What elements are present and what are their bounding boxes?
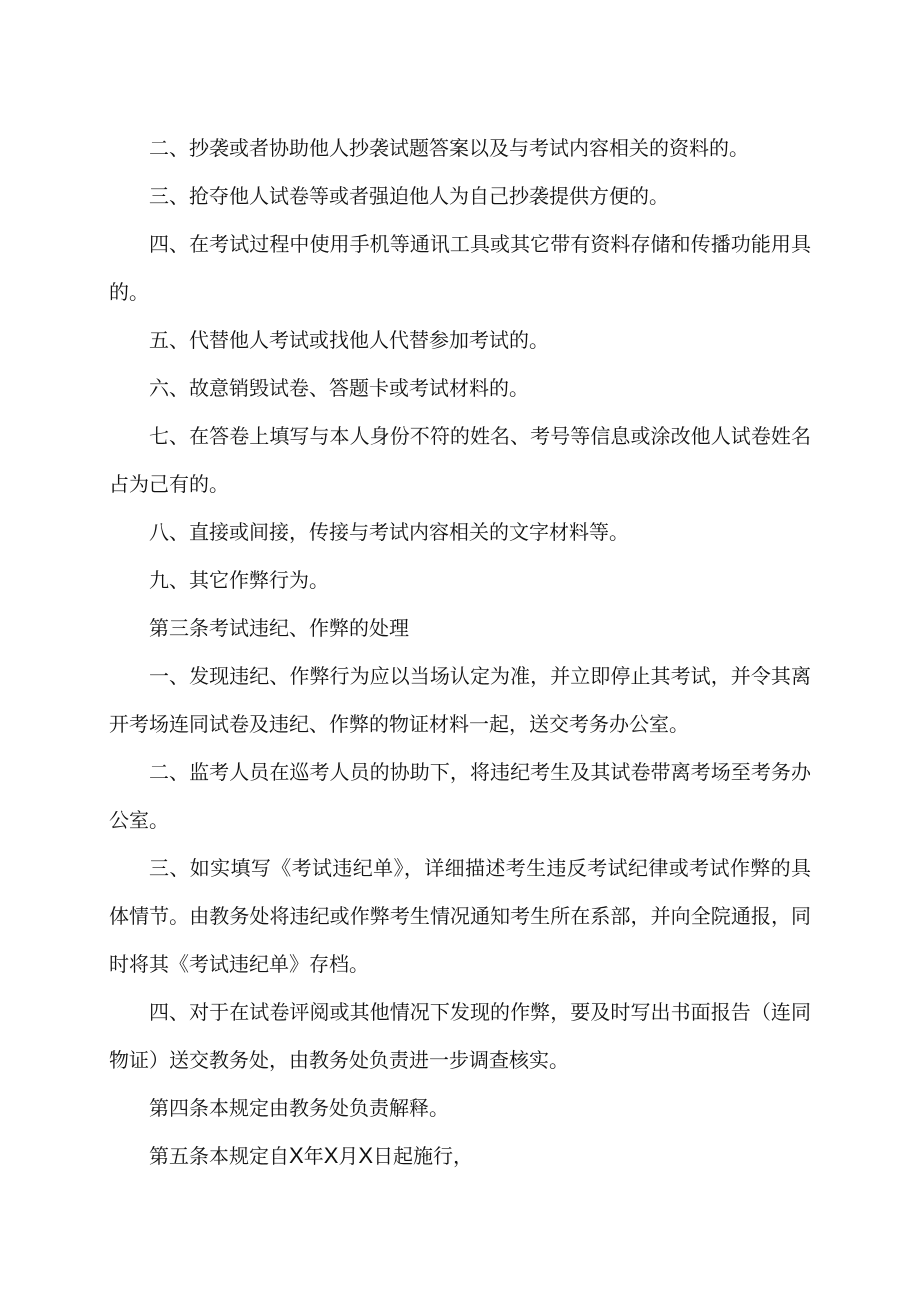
article-5-text-1: 第五条本规定自: [149, 1144, 289, 1168]
clause-4-devices: 四、在考试过程中使用手机等通讯工具或其它带有资料存储和传播功能用具的。: [109, 232, 811, 304]
clause-3-seizing: 三、抢夺他人试卷等或者强迫他人为自己抄袭提供方便的。: [149, 184, 669, 208]
article-5-year-placeholder: X: [289, 1143, 304, 1168]
handling-item-1: 一、发现违纪、作弊行为应以当场认定为准，并立即停止其考试，并令其离开考场连同试卷及违纪、作弊的物证材料一起，送交考务办公室。: [109, 664, 811, 736]
article-5: [109, 1132, 811, 1180]
clause-9-other: 九、其它作弊行为。: [149, 568, 329, 592]
article-5-text-4: 日起施行，: [373, 1144, 474, 1168]
article-4: 第四条本规定由教务处负责解释。: [149, 1096, 449, 1120]
handling-item-2: 二、监考人员在巡考人员的协助下，将违纪考生及其试卷带离考场至考务办公室。: [109, 760, 811, 832]
clause-5-impersonation: 五、代替他人考试或找他人代替参加考试的。: [149, 328, 549, 352]
document-body: [109, 124, 811, 1180]
article-3-heading: 第三条考试违纪、作弊的处理: [149, 616, 409, 640]
article-5-text-3: 月: [338, 1144, 359, 1168]
clause-2-copying: 二、抄袭或者协助他人抄袭试题答案以及与考试内容相关的资料的。: [149, 136, 749, 160]
article-5-text-2: 年: [303, 1144, 324, 1168]
handling-item-3: 三、如实填写《考试违纪单》，详细描述考生违反考试纪律或考试作弊的具体情节。由教务处将违纪或作弊考生情况通知考生所在系部，并向全院通报，同时将其《考试违纪单》存档。: [109, 856, 811, 976]
clause-6-destroying: 六、故意销毁试卷、答题卡或考试材料的。: [149, 376, 529, 400]
handling-item-4: 四、对于在试卷评阅或其他情况下发现的作弊，要及时写出书面报告（连同物证）送交教务处，由教务处负责进一步调查核实。: [109, 1000, 811, 1072]
clause-8-passing-materials: 八、直接或间接，传接与考试内容相关的文字材料等。: [149, 520, 629, 544]
article-5-day-placeholder: X: [358, 1143, 374, 1168]
clause-7-false-identity: 七、在答卷上填写与本人身份不符的姓名、考号等信息或涂改他人试卷姓名占为己有的。: [109, 424, 811, 496]
article-5-month-placeholder: X: [323, 1143, 339, 1168]
